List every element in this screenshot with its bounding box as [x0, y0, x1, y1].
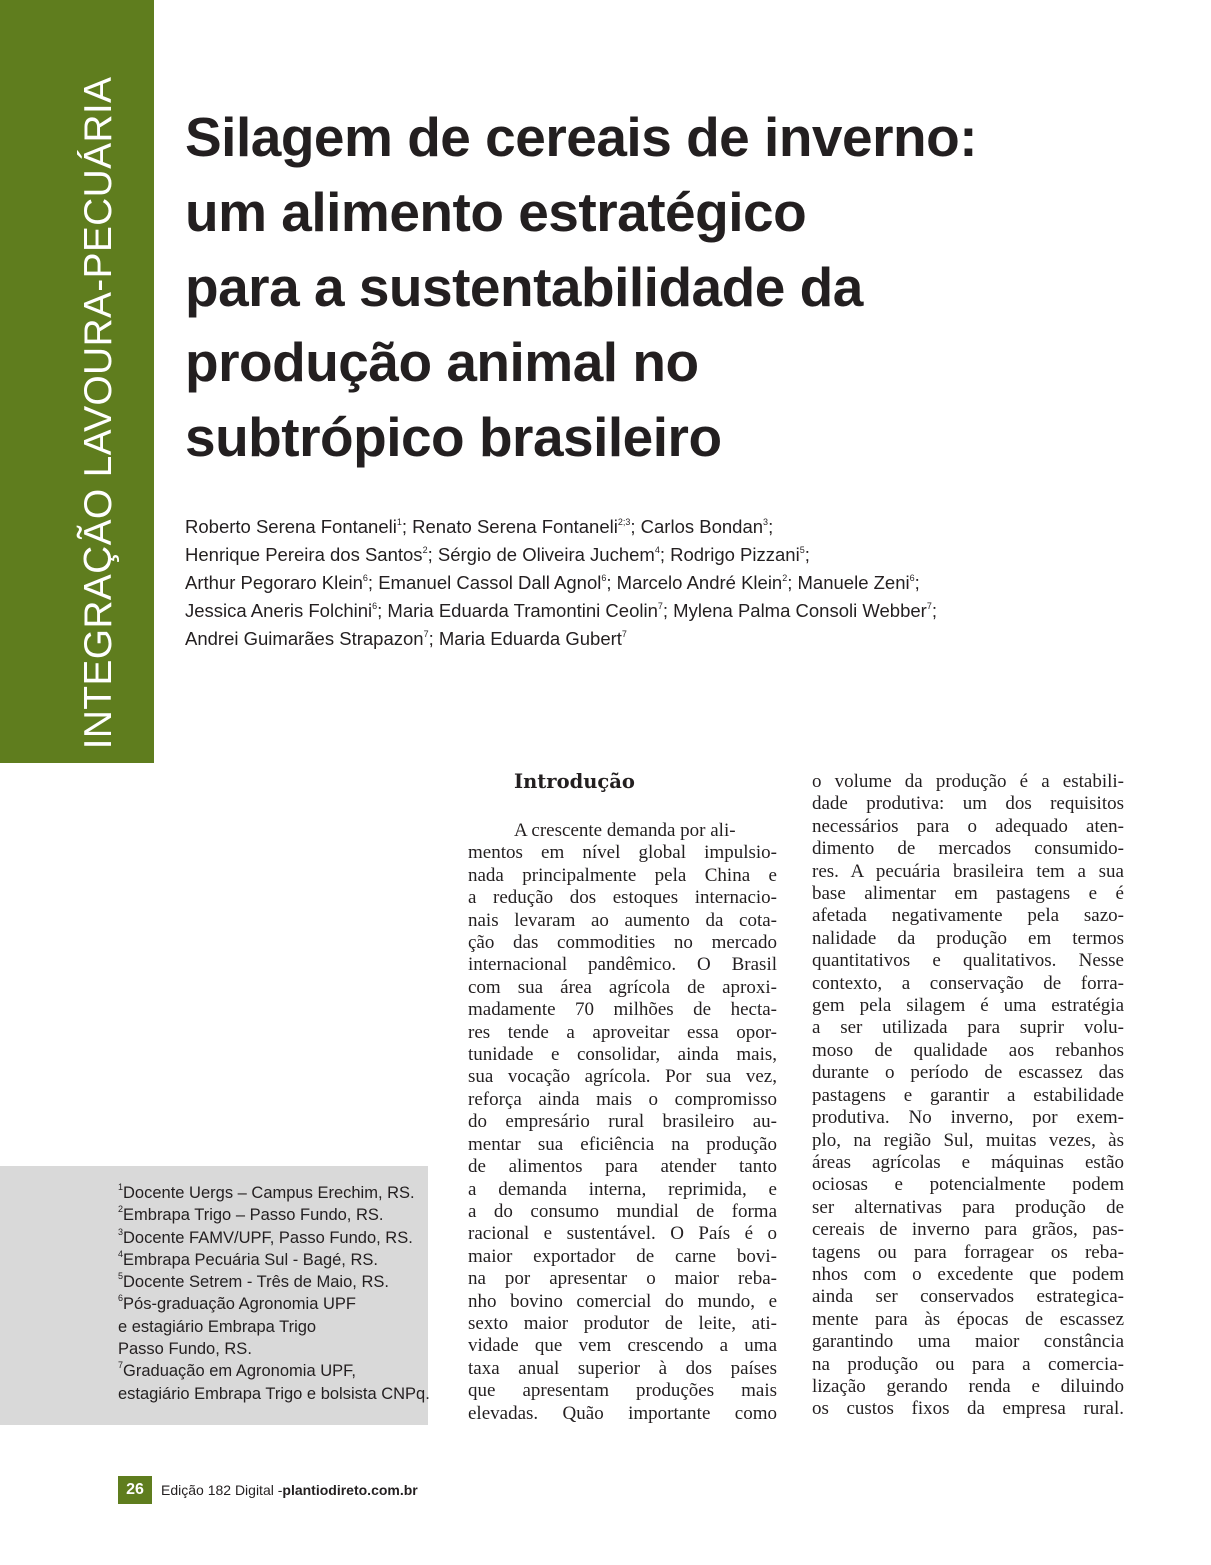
author-name: Jessica Aneris Folchini [185, 600, 373, 621]
section-label: INTEGRAÇÃO LAVOURA-PECUÁRIA [77, 76, 120, 750]
title-line: subtrópico brasileiro [185, 406, 722, 468]
body-line: pastagens e garantir a estabilidade [812, 1084, 1124, 1106]
author-name: ; Rodrigo Pizzani [659, 544, 800, 565]
affiliation-text: Docente Setrem - Três de Maio, RS. [123, 1273, 389, 1292]
author-separator: ; [804, 544, 810, 565]
author-affiliation-ref: 7 [621, 629, 627, 639]
body-line: a do consumo mundial de forma [468, 1200, 777, 1222]
author-separator: ; [768, 516, 774, 537]
body-line: quantitativos e qualitativos. Nesse [812, 950, 1124, 972]
body-line: dimento de mercados consumido- [812, 838, 1124, 860]
body-line: afetada negativamente pela sazo- [812, 905, 1124, 927]
author-affiliation-ref: 6 [909, 573, 915, 583]
affiliation-item [118, 1338, 428, 1360]
author-affiliation-ref: 3 [763, 517, 769, 527]
body-line: reforça ainda mais o compromisso [468, 1088, 777, 1110]
body-line: a redução dos estoques internacio- [468, 887, 777, 909]
body-line: que apresentam produções mais [468, 1380, 777, 1402]
body-column-left [468, 820, 777, 1425]
author-affiliation-ref: 6 [601, 573, 607, 583]
body-line: nho bovino comercial do mundo, e [468, 1290, 777, 1312]
body-line: nais levaram ao aumento da cota- [468, 909, 777, 931]
author-line [185, 541, 1085, 569]
page-number: 26 [118, 1476, 152, 1504]
author-name: ; Maria Eduarda Tramontini Ceolin [377, 600, 658, 621]
affiliation-number: 7 [118, 1360, 124, 1371]
body-line: base alimentar em pastagens e é [812, 883, 1124, 905]
body-line: ser alternativas para produção de [812, 1196, 1124, 1218]
section-heading: Introdução [514, 770, 635, 793]
body-line: contexto, a conservação de forra- [812, 972, 1124, 994]
affiliation-number: 1 [118, 1182, 124, 1192]
body-line: a ser utilizada para suprir volu- [812, 1017, 1124, 1039]
author-list [185, 513, 1085, 653]
body-line: res. A pecuária brasileira tem a sua [812, 860, 1124, 882]
affiliation-number: 3 [118, 1226, 124, 1237]
section-band [0, 0, 154, 763]
author-separator: ; [931, 600, 937, 621]
author-affiliation-ref: 7 [926, 601, 932, 611]
affiliation-text: Embrapa Trigo – Passo Fundo, RS. [123, 1206, 384, 1225]
page-footer [118, 1476, 418, 1504]
affiliation-item [118, 1249, 428, 1271]
author-affiliation-ref: 6 [372, 601, 378, 611]
body-line: os custos fixos da empresa rural. [812, 1398, 1124, 1420]
author-name: ; Maria Eduarda Gubert [428, 628, 622, 649]
body-line: ociosas e potencialmente podem [812, 1174, 1124, 1196]
affiliation-item [118, 1271, 428, 1293]
author-line [185, 569, 1085, 597]
affiliations-list [118, 1182, 428, 1405]
edition-label: Edição 182 Digital - [161, 1482, 283, 1498]
affiliation-number: 4 [118, 1248, 124, 1259]
affiliation-item [118, 1227, 428, 1249]
title-line: produção animal no [185, 331, 699, 393]
body-line: elevadas. Quão importante como [468, 1402, 777, 1424]
author-name: ; Marcelo André Klein [606, 572, 783, 593]
author-affiliation-ref: 7 [423, 629, 429, 639]
author-affiliation-ref: 1 [396, 517, 402, 527]
title-line: um alimento estratégico [185, 181, 807, 243]
body-line: tunidade e consolidar, ainda mais, [468, 1044, 777, 1066]
author-line [185, 625, 1085, 653]
body-line: vidade que vem crescendo a uma [468, 1335, 777, 1357]
affiliation-text: e estagiário Embrapa Trigo [118, 1317, 317, 1336]
body-line: gem pela silagem é uma estratégia [812, 995, 1124, 1017]
author-affiliation-ref: 2;3 [617, 517, 631, 527]
affiliation-text: Docente FAMV/UPF, Passo Fundo, RS. [123, 1228, 413, 1247]
affiliation-item [118, 1293, 428, 1315]
affiliation-item [118, 1316, 428, 1338]
author-name: Andrei Guimarães Strapazon [185, 628, 424, 649]
affiliation-text: Passo Fundo, RS. [118, 1340, 252, 1359]
body-line: nalidade da produção em termos [812, 927, 1124, 949]
body-line: nhos com o excedente que podem [812, 1263, 1124, 1285]
author-name: Henrique Pereira dos Santos [185, 544, 423, 565]
author-name: ; Carlos Bondan [630, 516, 764, 537]
author-name: ; Emanuel Cassol Dall Agnol [367, 572, 602, 593]
author-name: ; Sérgio de Oliveira Juchem [427, 544, 655, 565]
author-separator: ; [914, 572, 920, 593]
affiliation-text: Pós-graduação Agronomia UPF [123, 1295, 356, 1314]
body-line: racional e sustentável. O País é o [468, 1223, 777, 1245]
body-line: cereais de inverno para grãos, pas- [812, 1219, 1124, 1241]
body-line: plo, na região Sul, muitas vezes, às [812, 1129, 1124, 1151]
body-line: taxa anual superior à dos países [468, 1357, 777, 1379]
affiliation-item [118, 1204, 428, 1226]
body-line: na por apresentar o maior reba- [468, 1268, 777, 1290]
affiliation-item [118, 1383, 428, 1405]
body-line: áreas agrícolas e máquinas estão [812, 1151, 1124, 1173]
affiliation-text: Embrapa Pecuária Sul - Bagé, RS. [123, 1250, 378, 1269]
author-affiliation-ref: 2 [782, 573, 788, 583]
website-link[interactable]: plantiodireto.com.br [282, 1482, 418, 1498]
affiliation-number: 6 [118, 1293, 124, 1304]
body-line: a demanda interna, reprimida, e [468, 1178, 777, 1200]
body-line: sexto maior produtor de leite, ati- [468, 1312, 777, 1334]
body-line: na produção ou para a comercia- [812, 1353, 1124, 1375]
body-line: lização gerando renda e diluindo [812, 1375, 1124, 1397]
body-line: res tende a aproveitar essa opor- [468, 1021, 777, 1043]
body-line: moso de qualidade aos rebanhos [812, 1039, 1124, 1061]
article-title [185, 100, 1045, 475]
author-affiliation-ref: 7 [657, 601, 663, 611]
body-line: internacional pandêmico. O Brasil [468, 954, 777, 976]
body-line: dade produtiva: um dos requisitos [812, 793, 1124, 815]
author-name: Roberto Serena Fontaneli [185, 516, 397, 537]
author-name: ; Mylena Palma Consoli Webber [662, 600, 927, 621]
body-line: nada principalmente pela China e [468, 864, 777, 886]
author-name: Arthur Pegoraro Klein [185, 572, 363, 593]
author-name: ; Manuele Zeni [787, 572, 910, 593]
body-line: mentos em nível global impulsio- [468, 842, 777, 864]
body-line: A crescente demanda por ali- [514, 820, 736, 841]
body-line: necessários para o adequado aten- [812, 815, 1124, 837]
author-line [185, 597, 1085, 625]
body-line: garantindo uma maior constância [812, 1331, 1124, 1353]
affiliation-number: 5 [118, 1271, 124, 1282]
body-line: durante o período de escassez das [812, 1062, 1124, 1084]
author-line [185, 513, 1085, 541]
author-affiliation-ref: 5 [799, 545, 805, 555]
affiliation-number: 2 [118, 1204, 124, 1215]
body-line: ção das commodities no mercado [468, 932, 777, 954]
body-line: madamente 70 milhões de hecta- [468, 999, 777, 1021]
body-line: do empresário rural brasileiro au- [468, 1111, 777, 1133]
affiliation-text: estagiário Embrapa Trigo e bolsista CNPq. [118, 1384, 430, 1403]
title-line: Silagem de cereais de inverno: [185, 106, 978, 168]
body-line: maior exportador de carne bovi- [468, 1245, 777, 1267]
body-line: o volume da produção é a estabili- [812, 771, 1124, 792]
affiliation-item [118, 1182, 428, 1204]
author-affiliation-ref: 6 [362, 573, 368, 583]
body-line: mente para às épocas de escassez [812, 1308, 1124, 1330]
body-line: mentar sua eficiência na produção [468, 1133, 777, 1155]
body-line: com sua área agrícola de aproxi- [468, 976, 777, 998]
author-affiliation-ref: 4 [654, 545, 660, 555]
title-line: para a sustentabilidade da [185, 256, 863, 318]
affiliation-text: Graduação em Agronomia UPF, [123, 1362, 356, 1381]
body-line: de alimentos para atender tanto [468, 1156, 777, 1178]
affiliation-item [118, 1360, 428, 1382]
body-line: produtiva. No inverno, por exem- [812, 1107, 1124, 1129]
body-column-right [812, 771, 1124, 1421]
body-line: tagens ou para forragear os reba- [812, 1241, 1124, 1263]
author-name: ; Renato Serena Fontaneli [401, 516, 618, 537]
author-affiliation-ref: 2 [422, 545, 428, 555]
body-line: ainda ser conservados estrategica- [812, 1286, 1124, 1308]
body-line: sua vocação agrícola. Por sua vez, [468, 1066, 777, 1088]
affiliation-text: Docente Uergs – Campus Erechim, RS. [123, 1184, 415, 1202]
